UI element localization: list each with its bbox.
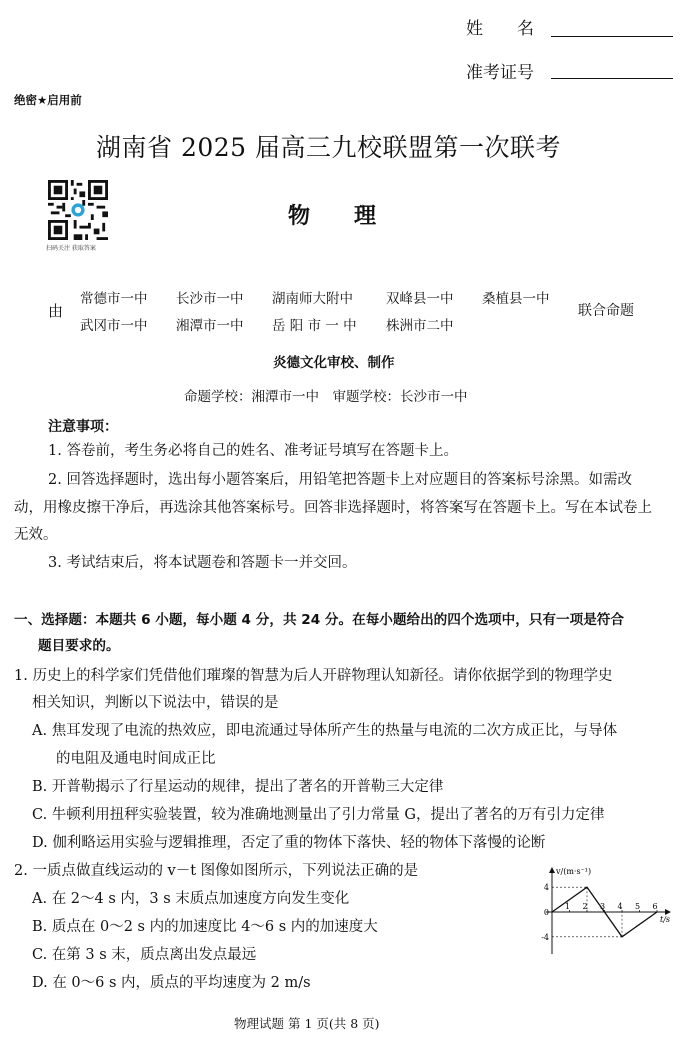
q1-option-a-line-1: A. 焦耳发现了电流的热效应，即电流通过导体所产生的热量与电流的二次方成正比，与导体 <box>32 723 618 739</box>
section-heading-line-2: 题目要求的。 <box>38 638 120 654</box>
graph-xtick-label: 2 <box>582 902 588 911</box>
notice-item-3: 3. 考试结束后，将本试题卷和答题卡一并交回。 <box>48 555 357 571</box>
notice-item-2-line-2: 动，用橡皮擦干净后，再选涂其他答案标号。回答非选择题时，将答案写在答题卡上。写在本试卷上 <box>14 500 652 516</box>
school-6: 武冈市一中 <box>80 318 148 334</box>
notice-item-2-line-1: 2. 回答选择题时，选出每小题答案后，用铅笔把答题卡上对应题目的答案标号涂黑。如需改 <box>48 472 632 488</box>
q2-option-a: A. 在 2～4 s 内，3 s 末质点加速度方向发生变化 <box>32 891 350 907</box>
graph-xtick-label: 6 <box>652 902 658 911</box>
school-5: 桑植县一中 <box>482 291 550 307</box>
school-1: 常德市一中 <box>80 291 148 307</box>
notice-heading: 注意事项： <box>48 419 118 435</box>
school-2: 长沙市一中 <box>176 291 244 307</box>
q1-option-c: C. 牛顿利用扭秤实验装置，较为准确地测量出了引力常量 G，提出了著名的万有引力定律 <box>32 807 605 823</box>
school-3: 湖南师大附中 <box>272 291 353 307</box>
graph-xtick-label: 3 <box>599 902 606 911</box>
graph-xtick-label: 5 <box>634 902 641 911</box>
q2-option-b: B. 质点在 0～2 s 内的加速度比 4～6 s 内的加速度大 <box>32 919 378 935</box>
setters-line: 命题学校：湘潭市一中 审题学校：长沙市一中 <box>184 389 468 405</box>
exam-id-underline[interactable] <box>551 78 673 79</box>
q1-option-d: D. 伽利略运用实验与逻辑推理，否定了重的物体下落快、轻的物体下落慢的论断 <box>32 835 546 851</box>
notice-item-2-line-3: 无效。 <box>14 527 58 543</box>
graph-ytick-label: 0 <box>543 908 549 917</box>
school-4: 双峰县一中 <box>386 291 454 307</box>
vt-graph <box>536 862 676 962</box>
exam-title: 湖南省 2025 届高三九校联盟第一次联考 <box>96 133 562 162</box>
qr-code-icon <box>48 180 108 240</box>
name-label: 姓 名 <box>466 19 534 39</box>
graph-ytick-label: 4 <box>543 883 549 893</box>
q1-stem-line-2: 相关知识，判断以下说法中，错误的是 <box>32 695 279 711</box>
schools-suffix: 联合命题 <box>578 303 634 319</box>
section-heading-line-1: 一、选择题：本题共 6 小题，每小题 4 分，共 24 分。在每小题给出的四个选项中，只有一项是符合 <box>14 612 624 628</box>
q2-stem: 2. 一质点做直线运动的 v－t 图像如图所示，下列说法正确的是 <box>14 863 419 879</box>
graph-ytick-label: -4 <box>541 932 549 942</box>
school-7: 湘潭市一中 <box>176 318 244 334</box>
graph-xtick-label: 4 <box>617 902 623 911</box>
subject-title: 物 理 <box>288 204 377 229</box>
page-footer: 物理试题 第 1 页(共 8 页) <box>234 1016 380 1031</box>
qr-caption: 扫码关注 获取答案 <box>46 245 96 252</box>
graph-xtick-label: 1 <box>564 902 571 911</box>
q1-option-b: B. 开普勒揭示了行星运动的规律，提出了著名的开普勒三大定律 <box>32 779 444 795</box>
schools-prefix: 由 <box>48 302 64 320</box>
q2-option-d: D. 在 0～6 s 内，质点的平均速度为 2 m/s <box>32 975 311 991</box>
school-8: 岳 阳 市 一 中 <box>272 318 357 334</box>
notice-item-1: 1. 答卷前，考生务必将自己的姓名、准考证号填写在答题卡上。 <box>48 443 458 459</box>
q1-stem-line-1: 1. 历史上的科学家们凭借他们璀璨的智慧为后人开辟物理认知新径。请你依据学到的物理学史 <box>14 668 613 684</box>
graph-ylabel: v/(m·s⁻¹) <box>556 867 592 876</box>
producer-line: 炎德文化审校、制作 <box>273 355 395 371</box>
q1-option-a-line-2: 的电阻及通电时间成正比 <box>56 751 216 767</box>
secret-label: 绝密★启用前 <box>14 93 82 107</box>
exam-id-label: 准考证号 <box>466 63 534 83</box>
graph-xlabel: t/s <box>660 915 671 924</box>
school-9: 株洲市二中 <box>386 318 454 334</box>
name-underline[interactable] <box>551 36 673 37</box>
q2-option-c: C. 在第 3 s 末，质点离出发点最远 <box>32 947 257 963</box>
